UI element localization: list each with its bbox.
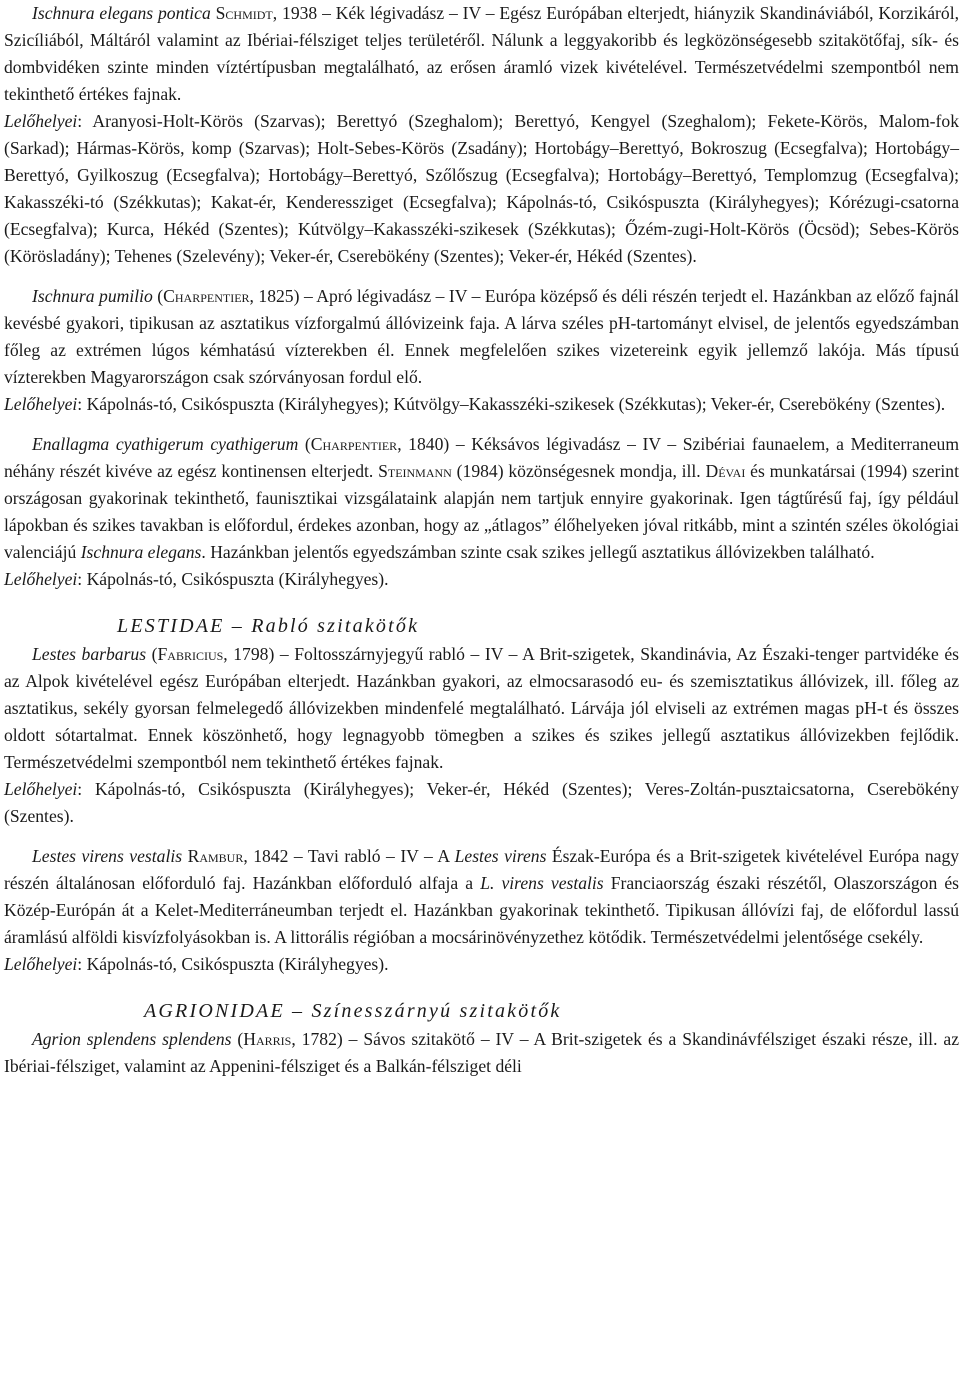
species-description: Európa középső és déli részén terjedt el. Hazánkban az előző fajnál kevésbé gyakori, tipikusan az asztatikus vízforgalmú állóvizeink faja. A lárva széles pH-tartományt elvisel, de jelentős egyedszámban főleg az extrémen lúgos kémhatású vízterekben él. Ennek megfelelően szikes vizetereink egyik jellemző lakója. Más típusú vízterekben Magyarországon csak szórványosan fordul elő. <box>4 286 959 387</box>
species-year: , 1825) <box>249 286 300 306</box>
localities-label: Lelőhelyei <box>4 569 78 589</box>
species-entry: Lestes barbarus (Fabricius, 1798) – Foltosszárnyjegyű rabló – IV – A Brit-szigetek, Skandinávia, Az Északi-tenger partvidéke és az Alpok kivételével egész Európában elterjedt. Hazánkban gyakori, az elmocsarasodó eu- és szemisztatikus állóvizek, ill. főleg az asztatikus, sekély gyorsan felmelegedő állóvizekben mindenfelé megtalálható. Lárvája jól elviseli az extrémen magas pH-t és összes oldott sótartalmat. Ennek köszönhető, hogy legnagyobb tömegben a szikes és szikes jellegű asztatikus állóvizekben fejlődik. Természetvédelmi szempontból nem tekinthető értékes fajnak. <box>4 644 959 772</box>
species-description: A Brit-szigetek, Skandinávia, Az Északi-tenger partvidéke és az Alpok kivételével egész Európában elterjedt. Hazánkban gyakori, az elmocsarasodó eu- és szemisztatikus állóvizek, ill. főleg az asztatikus, sekély gyorsan felmelegedő állóvizekben mindenfelé megtalálható. Lárvája jól elviseli az extrémen magas pH-t és összes oldott sótartalmat. Ennek köszönhető, hogy legnagyobb tömegben a szikes és szikes jellegű asztatikus állóvizekben fejlődik. Természetvédelmi szempontból nem tekinthető értékes fajnak. <box>4 644 959 772</box>
species-scientific-name: Enallagma cyathigerum cyathigerum <box>32 434 299 454</box>
species-common-name: Kék légivadász <box>335 3 450 23</box>
author-reference: Dévai <box>705 461 746 481</box>
species-author: Harris <box>243 1029 292 1049</box>
species-scientific-name: Agrion splendens splendens <box>32 1029 232 1049</box>
species-reference: Lestes virens <box>454 846 547 866</box>
species-year: , 1798) <box>223 644 275 664</box>
species-common-name: Sávos szitakötő <box>357 1029 481 1049</box>
species-scientific-name: Lestes barbarus <box>32 644 147 664</box>
species-category: IV <box>484 644 504 664</box>
localities-label: Lelőhelyei <box>4 394 78 414</box>
species-description: Egész Európában elterjedt, hiányzik Skandináviából, Korzikáról, Szicíliából, Máltáról valamint az Ibériai-félsziget teljes területéről. Nálunk a leggyakoribb és legközönségesebb szitakötőfaj, sík- és dombvidéken szinte minden víztértípusban megtalálható, az erősen áramló vizek kivételével. Természetvédelmi szempontból nem tekinthető értékes fajnak. <box>4 3 960 104</box>
species-category: IV <box>642 434 661 454</box>
species-common-name: Kéksávos légivadász <box>464 434 628 454</box>
species-year: , 1938 <box>272 3 318 23</box>
species-scientific-name: Ischnura elegans pontica <box>32 3 211 23</box>
species-localities <box>4 951 959 978</box>
species-entry: Ischnura pumilio (Charpentier, 1825) – Apró légivadász – IV – Európa középső és déli részén terjedt el. Hazánkban az előző fajnál kevésbé gyakori, tipikusan az asztatikus vízforgalmú állóvizeink faja. A lárva széles pH-tartományt elvisel, de jelentős egyedszámban főleg az extrémen lúgos kémhatású vízterekben él. Ennek megfelelően szikes vizetereink egyik jellemző lakója. Más típusú vízterekben Magyarországon csak szórványosan fordul elő. <box>4 286 959 387</box>
species-scientific-name: Lestes virens vestalis <box>32 846 183 866</box>
species-localities <box>4 108 959 270</box>
family-heading: AGRIONIDAE – Színesszárnyú szitakötők <box>144 1000 562 1022</box>
species-author: Charpentier <box>163 286 250 306</box>
species-reference: L. virens vestalis <box>480 873 604 893</box>
species-reference: Ischnura elegans <box>80 542 202 562</box>
species-entry: Ischnura elegans pontica Schmidt, 1938 – Kék légivadász – IV – Egész Európában elterjedt, hiányzik Skandináviából, Korzikáról, Szicíliából, Máltáról valamint az Ibériai-félsziget teljes területéről. Nálunk a leggyakoribb és legközönségesebb szitakötőfaj, sík- és dombvidéken szinte minden víztértípusban megtalálható, az erősen áramló vizek kivételével. Természetvédelmi szempontból nem tekinthető értékes fajnak. <box>4 3 960 104</box>
localities-label: Lelőhelyei <box>4 954 78 974</box>
species-localities <box>4 776 959 830</box>
localities-text: : Aranyosi-Holt-Körös (Szarvas); Berettyó (Szeghalom); Berettyó, Kengyel (Szeghalom); Fekete-Körös, Malom-fok (Sarkad); Hármas-Körös, komp (Szarvas); Holt-Sebes-Körös (Zsadány); Hortobágy–Berettyó, Bokroszug (Ecsegfalva); Hortobágy–Berettyó, Gyilkoszug (Ecsegfalva); Hortobágy–Berettyó, Szőlőszug (Ecsegfalva); Hortobágy–Berettyó, Templomzug (Ecsegfalva); Kakasszéki-tó (Székkutas); Kakat-ér, Kenderessziget (Ecsegfalva); Kápolnás-tó, Csikóspuszta (Királyhegyes); Kórézugi-csatorna (Ecsegfalva); Kurca, Hékéd (Szentes); Kútvölgy–Kakasszéki-szikesek (Székkutas); Őzém-zugi-Holt-Körös (Öcsöd); Sebes-Körös (Körösladány); Tehenes (Szelevény); Veker-ér, Cserebökény (Szentes); Veker-ér, Hékéd (Szentes). <box>4 111 959 266</box>
species-entry: Lestes virens vestalis Rambur, 1842 – Tavi rabló – IV – A Lestes virens Észak-Európa és a Brit-szigetek kivételével Európa nagy részén általánosan előforduló faj. Hazánkban előforduló alfaja a L. virens vestalis Franciaország északi részétől, Olaszországon és Közép-Európán át a Kelet-Mediterráneumban terjedt el. Hazánkban gyakorinak tekinthető. Tipikusan állóvízi faj, de előfordul lassú áramlású alföldi kisvízfolyásokban is. A littorális régióban a mocsárinövényzethez kötődik. Természetvédelmi jelentősége csekély. <box>4 846 960 947</box>
species-scientific-name: Ischnura pumilio <box>32 286 153 306</box>
species-year: , 1782) <box>291 1029 343 1049</box>
species-category: IV <box>495 1029 514 1049</box>
species-common-name: Tavi rabló <box>302 846 387 866</box>
localities-text: : Kápolnás-tó, Csikóspuszta (Királyhegyes); Kútvölgy–Kakasszéki-szikesek (Székkutas); Veker-ér, Cserebökény (Szentes). <box>77 394 946 414</box>
author-reference: Steinmann <box>378 461 452 481</box>
species-category: IV <box>400 846 419 866</box>
species-year: , 1842 <box>243 846 289 866</box>
family-heading: LESTIDAE – Rabló szitakötők <box>117 615 420 637</box>
species-common-name: Apró légivadász <box>312 286 436 306</box>
species-entry: Agrion splendens splendens (Harris, 1782) – Sávos szitakötő – IV – A Brit-szigetek és a Skandinávfélsziget északi része, ill. az Ibériai-félsziget, valamint az Appenini-félsziget és a Balkán-félsziget déli <box>4 1029 960 1076</box>
species-localities <box>4 566 959 593</box>
species-author: Rambur <box>187 846 244 866</box>
species-entry: Enallagma cyathigerum cyathigerum (Charpentier, 1840) – Kéksávos légivadász – IV – Szibériai faunaelem, a Mediterraneum néhány részét kivéve az egész kontinensen elterjedt. Steinmann (1984) közönségesnek mondja, ill. Dévai és munkatársai (1994) szerint országosan gyakorinak tekinthető, faunisztikai vizsgálataink alapján nem tartjuk ennyire gyakorinak. Igen tágtűrésű faj, így például lápokban és szikes tavakban is előfordul, érdekes azonban, hogy az „átlagos” élőhelyeken jóval ritkább, mint a szintén széles ökológiai valenciájú Ischnura elegans. Hazánkban jelentős egyedszámban szinte csak szikes jellegű asztatikus állóvizekben található. <box>4 434 960 562</box>
species-description: A Brit-szigetek és a Skandinávfélsziget északi része, ill. az Ibériai-félsziget, valamint az Appenini-félsziget és a Balkán-félsziget déli <box>4 1029 960 1076</box>
localities-text: : Kápolnás-tó, Csikóspuszta (Királyhegyes); Veker-ér, Hékéd (Szentes); Veres-Zoltán-pusztaicsatorna, Cserebökény (Szentes). <box>4 779 959 826</box>
species-year: , 1840) <box>397 434 450 454</box>
species-author: Schmidt <box>215 3 273 23</box>
species-category: IV <box>462 3 481 23</box>
species-common-name: Foltosszárnyjegyű rabló <box>288 644 471 664</box>
localities-text: : Kápolnás-tó, Csikóspuszta (Királyhegyes). <box>77 569 389 589</box>
localities-label: Lelőhelyei <box>4 779 78 799</box>
localities-label: Lelőhelyei <box>4 111 78 131</box>
species-category: IV <box>448 286 468 306</box>
species-author: Charpentier <box>310 434 398 454</box>
species-localities <box>4 391 959 418</box>
localities-text: : Kápolnás-tó, Csikóspuszta (Királyhegyes). <box>77 954 389 974</box>
species-author: Fabricius <box>157 644 224 664</box>
